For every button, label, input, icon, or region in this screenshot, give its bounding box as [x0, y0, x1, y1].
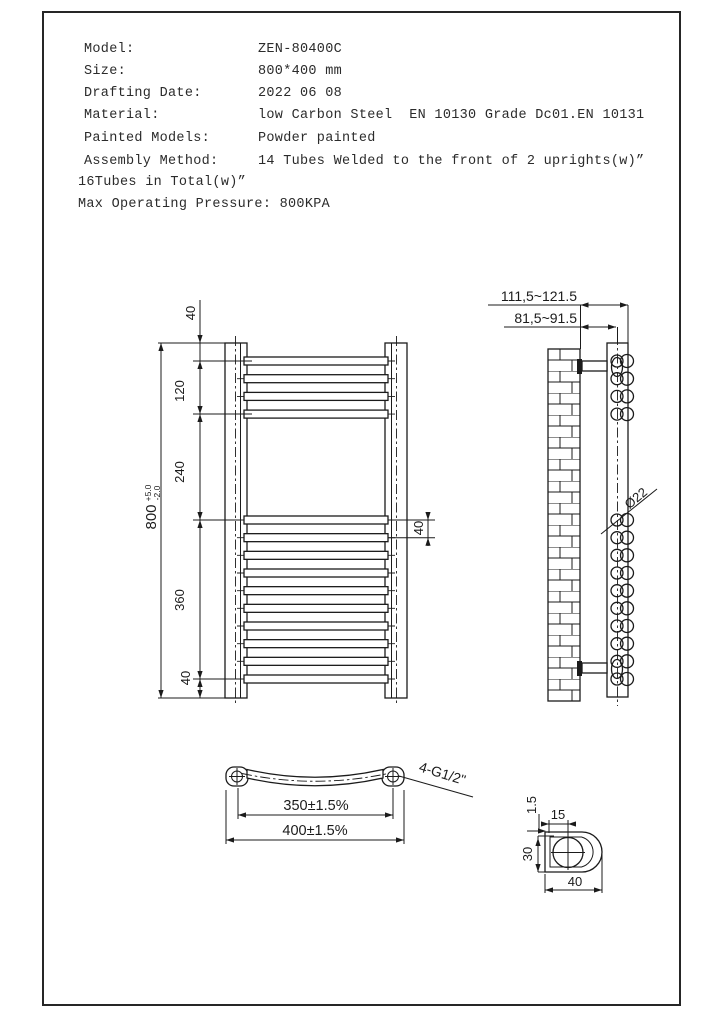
- overall-tol-minus: -2.0: [152, 485, 162, 501]
- wall-section: [548, 349, 580, 701]
- dim-tube-diameter: Ø22: [621, 484, 651, 512]
- dim-connections: 4-G1/2": [417, 758, 468, 788]
- overall-tol-plus: +5.0: [143, 484, 153, 502]
- front-view: [143, 300, 435, 705]
- detail-view: [520, 796, 602, 893]
- dim-wall-to-outer: 111,5~121.5: [500, 288, 577, 304]
- dim-overall-width: 400±1.5%: [282, 823, 348, 839]
- spec-value: ZEN-80400C: [258, 42, 343, 57]
- side-view: [488, 288, 657, 706]
- spec-label: Model:: [84, 42, 135, 57]
- dim-wall-to-center: 81,5~91.5: [514, 310, 577, 326]
- dim-top-offset: 40: [183, 305, 198, 321]
- dim-profile-height: 30: [520, 846, 535, 862]
- spec-value: 14 Tubes Welded to the front of 2 uprights(w)”: [258, 154, 645, 169]
- spec-label: Assembly Method:: [84, 154, 219, 169]
- dim-profile-depth: 40: [567, 874, 583, 889]
- dim-middle-gap: 240: [172, 461, 187, 483]
- dim-bottom-offset: 40: [178, 670, 193, 686]
- dim-wall-thickness: 1.5: [524, 795, 539, 815]
- spec-value: 800*400 mm: [258, 64, 343, 79]
- dim-overall-height: [143, 484, 162, 529]
- front-tubes: [237, 357, 395, 683]
- spec-line-max-pressure: Max Operating Pressure: 800KPA: [78, 197, 331, 212]
- overall-value: 800: [143, 504, 160, 530]
- spec-value: 2022 06 08: [258, 86, 343, 101]
- dim-bottom-group: 360: [172, 589, 187, 611]
- spec-value: low Carbon Steel EN 10130 Grade Dc01.EN 10131: [258, 108, 645, 123]
- spec-label: Drafting Date:: [84, 86, 202, 101]
- dim-tube-pitch: 40: [411, 520, 426, 536]
- spec-line-tubes-total: 16Tubes in Total(w)”: [78, 175, 247, 190]
- spec-label: Painted Models:: [84, 131, 211, 146]
- bottom-view: [226, 759, 473, 844]
- spec-value: Powder painted: [258, 131, 376, 146]
- dim-hole-offset: 15: [550, 807, 566, 822]
- title-block: [0, 0, 720, 230]
- spec-label: Size:: [84, 64, 127, 79]
- dim-tube-centers: 350±1.5%: [283, 798, 349, 814]
- dim-top-group: 120: [172, 380, 187, 402]
- spec-label: Material:: [84, 108, 160, 123]
- bottom-extension-lines: [226, 776, 473, 844]
